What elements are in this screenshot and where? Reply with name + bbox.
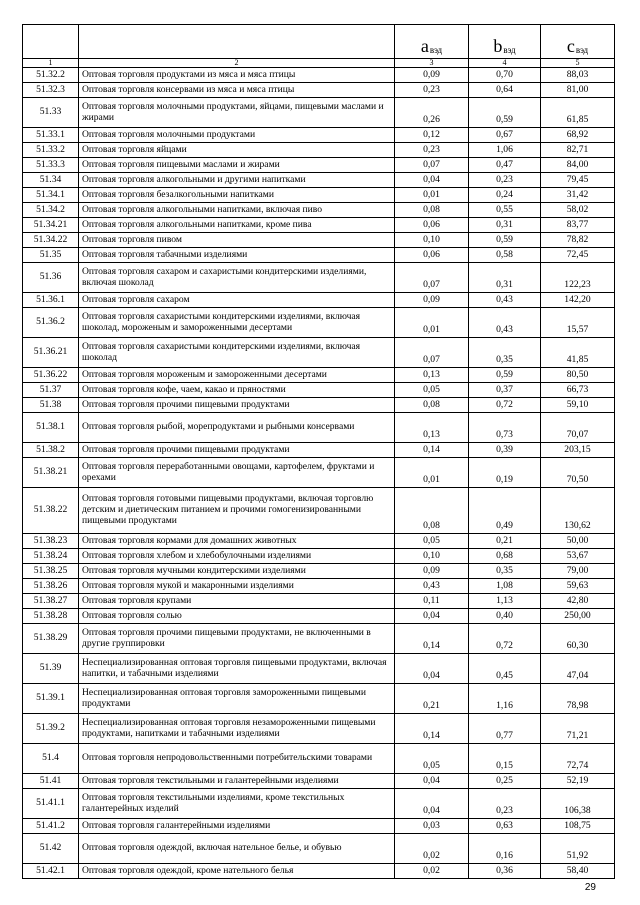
column-number-row [23, 59, 615, 68]
table-row [23, 654, 615, 684]
row-code: 51.36.22 [23, 368, 79, 383]
row-b-value: 0,59 [469, 233, 541, 248]
row-a-value: 0,10 [395, 233, 469, 248]
row-code: 51.39.1 [23, 684, 79, 714]
row-c-value: 78,82 [541, 233, 615, 248]
row-a-value: 0,02 [395, 864, 469, 879]
row-b-value: 0,15 [469, 744, 541, 774]
row-code: 51.38.27 [23, 594, 79, 609]
row-c-value: 82,71 [541, 143, 615, 158]
row-name: Оптовая торговля мучными кондитерскими изделиями [79, 564, 395, 579]
row-b-value: 0,63 [469, 819, 541, 834]
row-code: 51.36 [23, 263, 79, 293]
row-name: Оптовая торговля консервами из мяса и мяса птицы [79, 83, 395, 98]
row-name: Оптовая торговля сахаром [79, 293, 395, 308]
table-row [23, 744, 615, 774]
header-code [23, 25, 79, 59]
row-c-value: 58,02 [541, 203, 615, 218]
row-c-value: 41,85 [541, 338, 615, 368]
row-code: 51.33.2 [23, 143, 79, 158]
row-a-value: 0,14 [395, 443, 469, 458]
column-number: 4 [469, 59, 541, 68]
row-a-value: 0,10 [395, 549, 469, 564]
row-name: Оптовая торговля хлебом и хлебобулочными изделиями [79, 549, 395, 564]
row-b-value: 0,23 [469, 173, 541, 188]
row-name: Оптовая торговля пищевыми маслами и жирами [79, 158, 395, 173]
row-name: Оптовая торговля безалкогольными напитками [79, 188, 395, 203]
row-a-value: 0,08 [395, 398, 469, 413]
row-c-value: 61,85 [541, 98, 615, 128]
row-b-value: 0,23 [469, 789, 541, 819]
row-name: Оптовая торговля продуктами из мяса и мяса птицы [79, 68, 395, 83]
row-c-value: 72,74 [541, 744, 615, 774]
table-row [23, 68, 615, 83]
row-b-value: 0,64 [469, 83, 541, 98]
table-row [23, 819, 615, 834]
row-a-value: 0,09 [395, 564, 469, 579]
row-c-value: 52,19 [541, 774, 615, 789]
row-name: Оптовая торговля мукой и макаронными изделиями [79, 579, 395, 594]
table-row [23, 368, 615, 383]
row-c-value: 81,00 [541, 83, 615, 98]
header-c-sub: вэд [575, 44, 589, 55]
row-name: Оптовая торговля табачными изделиями [79, 248, 395, 263]
row-c-value: 80,50 [541, 368, 615, 383]
row-code: 51.34.21 [23, 218, 79, 233]
row-a-value: 0,07 [395, 158, 469, 173]
row-c-value: 53,67 [541, 549, 615, 564]
row-a-value: 0,08 [395, 488, 469, 534]
row-b-value: 0,35 [469, 564, 541, 579]
row-a-value: 0,09 [395, 293, 469, 308]
row-b-value: 0,31 [469, 218, 541, 233]
row-a-value: 0,03 [395, 819, 469, 834]
row-code: 51.38.22 [23, 488, 79, 534]
table-row [23, 789, 615, 819]
header-c-symbol: c [566, 35, 575, 56]
row-b-value: 0,55 [469, 203, 541, 218]
row-name: Оптовая торговля прочими пищевыми продуктами [79, 398, 395, 413]
row-a-value: 0,01 [395, 458, 469, 488]
row-code: 51.33 [23, 98, 79, 128]
coefficients-table [22, 24, 615, 879]
row-c-value: 58,40 [541, 864, 615, 879]
row-name: Оптовая торговля кормами для домашних животных [79, 534, 395, 549]
row-code: 51.36.2 [23, 308, 79, 338]
table-row [23, 534, 615, 549]
row-name: Оптовая торговля текстильными изделиями, кроме текстильных галантерейных изделий [79, 789, 395, 819]
row-c-value: 70,07 [541, 413, 615, 443]
table-row [23, 143, 615, 158]
row-c-value: 88,03 [541, 68, 615, 83]
table-row [23, 714, 615, 744]
row-c-value: 59,63 [541, 579, 615, 594]
row-b-value: 0,21 [469, 534, 541, 549]
row-code: 51.41 [23, 774, 79, 789]
row-code: 51.41.2 [23, 819, 79, 834]
row-b-value: 0,39 [469, 443, 541, 458]
row-name: Оптовая торговля кофе, чаем, какао и пряностями [79, 383, 395, 398]
row-a-value: 0,05 [395, 534, 469, 549]
row-a-value: 0,13 [395, 368, 469, 383]
row-code: 51.42.1 [23, 864, 79, 879]
row-b-value: 0,58 [469, 248, 541, 263]
row-name: Оптовая торговля галантерейными изделиями [79, 819, 395, 834]
table-row [23, 579, 615, 594]
row-a-value: 0,06 [395, 248, 469, 263]
row-c-value: 31,42 [541, 188, 615, 203]
row-code: 51.39 [23, 654, 79, 684]
row-code: 51.35 [23, 248, 79, 263]
row-a-value: 0,04 [395, 654, 469, 684]
table-row [23, 308, 615, 338]
row-b-value: 0,16 [469, 834, 541, 864]
row-b-value: 0,24 [469, 188, 541, 203]
row-name: Оптовая торговля алкогольными напитками, кроме пива [79, 218, 395, 233]
row-a-value: 0,08 [395, 203, 469, 218]
row-c-value: 203,15 [541, 443, 615, 458]
row-code: 51.38.2 [23, 443, 79, 458]
row-c-value: 142,20 [541, 293, 615, 308]
row-c-value: 122,23 [541, 263, 615, 293]
row-c-value: 66,73 [541, 383, 615, 398]
row-b-value: 0,72 [469, 624, 541, 654]
row-code: 51.38.21 [23, 458, 79, 488]
row-c-value: 68,92 [541, 128, 615, 143]
table-row [23, 458, 615, 488]
table-row [23, 549, 615, 564]
row-b-value: 0,49 [469, 488, 541, 534]
table-row [23, 684, 615, 714]
row-code: 51.34.2 [23, 203, 79, 218]
row-name: Оптовая торговля переработанными овощами, картофелем, фруктами и орехами [79, 458, 395, 488]
header-row [23, 25, 615, 59]
row-code: 51.38.28 [23, 609, 79, 624]
row-c-value: 78,98 [541, 684, 615, 714]
row-b-value: 0,43 [469, 293, 541, 308]
row-c-value: 42,80 [541, 594, 615, 609]
row-a-value: 0,02 [395, 834, 469, 864]
row-code: 51.34 [23, 173, 79, 188]
row-name: Оптовая торговля прочими пищевыми продуктами [79, 443, 395, 458]
row-a-value: 0,04 [395, 774, 469, 789]
row-b-value: 0,45 [469, 654, 541, 684]
row-name: Оптовая торговля молочными продуктами [79, 128, 395, 143]
row-a-value: 0,11 [395, 594, 469, 609]
row-b-value: 1,16 [469, 684, 541, 714]
row-c-value: 83,77 [541, 218, 615, 233]
row-name: Оптовая торговля алкогольными напитками, включая пиво [79, 203, 395, 218]
row-b-value: 0,77 [469, 714, 541, 744]
row-c-value: 72,45 [541, 248, 615, 263]
row-name: Оптовая торговля непродовольственными потребительскими товарами [79, 744, 395, 774]
row-b-value: 0,31 [469, 263, 541, 293]
table-row [23, 488, 615, 534]
table-row [23, 594, 615, 609]
row-code: 51.33.1 [23, 128, 79, 143]
row-b-value: 0,59 [469, 98, 541, 128]
row-a-value: 0,04 [395, 173, 469, 188]
table-row [23, 609, 615, 624]
header-a [395, 25, 469, 59]
row-b-value: 0,47 [469, 158, 541, 173]
table-row [23, 188, 615, 203]
row-code: 51.4 [23, 744, 79, 774]
row-c-value: 79,45 [541, 173, 615, 188]
row-name: Оптовая торговля текстильными и галантерейными изделиями [79, 774, 395, 789]
row-b-value: 1,13 [469, 594, 541, 609]
row-a-value: 0,05 [395, 744, 469, 774]
row-name: Оптовая торговля молочными продуктами, яйцами, пищевыми маслами и жирами [79, 98, 395, 128]
row-code: 51.34.1 [23, 188, 79, 203]
row-name: Оптовая торговля яйцами [79, 143, 395, 158]
table-row [23, 293, 615, 308]
table-row [23, 248, 615, 263]
row-c-value: 250,00 [541, 609, 615, 624]
row-code: 51.42 [23, 834, 79, 864]
table-row [23, 834, 615, 864]
column-number: 2 [79, 59, 395, 68]
row-a-value: 0,06 [395, 218, 469, 233]
row-a-value: 0,43 [395, 579, 469, 594]
row-name: Оптовая торговля одеждой, включая нательное белье, и обувью [79, 834, 395, 864]
row-b-value: 0,72 [469, 398, 541, 413]
header-a-sub: вэд [429, 44, 443, 55]
table-row [23, 338, 615, 368]
row-c-value: 70,50 [541, 458, 615, 488]
row-a-value: 0,12 [395, 128, 469, 143]
row-b-value: 0,40 [469, 609, 541, 624]
row-name: Оптовая торговля одеждой, кроме нательного белья [79, 864, 395, 879]
row-c-value: 15,57 [541, 308, 615, 338]
row-name: Оптовая торговля алкогольными и другими напитками [79, 173, 395, 188]
table-row [23, 98, 615, 128]
table-row [23, 398, 615, 413]
row-b-value: 0,35 [469, 338, 541, 368]
row-b-value: 0,59 [469, 368, 541, 383]
row-a-value: 0,13 [395, 413, 469, 443]
header-b [469, 25, 541, 59]
row-c-value: 47,04 [541, 654, 615, 684]
row-name: Оптовая торговля крупами [79, 594, 395, 609]
row-code: 51.38.26 [23, 579, 79, 594]
header-a-symbol: a [420, 35, 429, 56]
table-row [23, 564, 615, 579]
row-a-value: 0,05 [395, 383, 469, 398]
row-a-value: 0,07 [395, 338, 469, 368]
row-a-value: 0,01 [395, 188, 469, 203]
row-c-value: 60,30 [541, 624, 615, 654]
row-code: 51.36.21 [23, 338, 79, 368]
table-row [23, 413, 615, 443]
table-row [23, 218, 615, 233]
row-name: Оптовая торговля сахаристыми кондитерскими изделиями, включая шоколад, мороженым и замороженными десертами [79, 308, 395, 338]
row-a-value: 0,23 [395, 143, 469, 158]
row-code: 51.38.24 [23, 549, 79, 564]
table-row [23, 83, 615, 98]
row-code: 51.38.23 [23, 534, 79, 549]
row-c-value: 59,10 [541, 398, 615, 413]
row-a-value: 0,14 [395, 714, 469, 744]
row-b-value: 0,43 [469, 308, 541, 338]
row-c-value: 130,62 [541, 488, 615, 534]
row-code: 51.34.22 [23, 233, 79, 248]
row-name: Неспециализированная оптовая торговля пищевыми продуктами, включая напитки, и табачными изделиями [79, 654, 395, 684]
row-a-value: 0,04 [395, 789, 469, 819]
row-name: Оптовая торговля солью [79, 609, 395, 624]
row-a-value: 0,09 [395, 68, 469, 83]
row-b-value: 0,67 [469, 128, 541, 143]
row-code: 51.38.29 [23, 624, 79, 654]
row-code: 51.32.3 [23, 83, 79, 98]
row-b-value: 0,73 [469, 413, 541, 443]
row-code: 51.33.3 [23, 158, 79, 173]
row-name: Неспециализированная оптовая торговля незамороженными пищевыми продуктами, напитками и табачными изделиями [79, 714, 395, 744]
row-code: 51.38 [23, 398, 79, 413]
table-row [23, 233, 615, 248]
row-code: 51.32.2 [23, 68, 79, 83]
header-name [79, 25, 395, 59]
row-name: Оптовая торговля рыбой, морепродуктами и рыбными консервами [79, 413, 395, 443]
column-number: 5 [541, 59, 615, 68]
row-code: 51.37 [23, 383, 79, 398]
row-c-value: 71,21 [541, 714, 615, 744]
row-b-value: 0,37 [469, 383, 541, 398]
table-row [23, 173, 615, 188]
row-b-value: 0,19 [469, 458, 541, 488]
row-c-value: 106,38 [541, 789, 615, 819]
row-c-value: 108,75 [541, 819, 615, 834]
page-number: 29 [584, 882, 596, 893]
row-code: 51.39.2 [23, 714, 79, 744]
row-a-value: 0,21 [395, 684, 469, 714]
row-a-value: 0,14 [395, 624, 469, 654]
column-number: 1 [23, 59, 79, 68]
row-c-value: 51,92 [541, 834, 615, 864]
row-a-value: 0,04 [395, 609, 469, 624]
header-b-sub: вэд [503, 44, 516, 55]
table-row [23, 128, 615, 143]
row-b-value: 0,36 [469, 864, 541, 879]
table-row [23, 624, 615, 654]
row-name: Оптовая торговля мороженым и замороженными десертами [79, 368, 395, 383]
row-name: Оптовая торговля сахаристыми кондитерскими изделиями, включая шоколад [79, 338, 395, 368]
table-row [23, 443, 615, 458]
table-row [23, 864, 615, 879]
row-code: 51.36.1 [23, 293, 79, 308]
row-c-value: 50,00 [541, 534, 615, 549]
header-c [541, 25, 615, 59]
row-code: 51.38.1 [23, 413, 79, 443]
row-code: 51.41.1 [23, 789, 79, 819]
table-row [23, 774, 615, 789]
row-name: Оптовая торговля сахаром и сахаристыми кондитерскими изделиями, включая шоколад [79, 263, 395, 293]
row-name: Оптовая торговля готовыми пищевыми продуктами, включая торговлю детским и диетическим питанием и прочими гомогенизированными пищевыми продуктами [79, 488, 395, 534]
row-c-value: 84,00 [541, 158, 615, 173]
row-a-value: 0,23 [395, 83, 469, 98]
table-row [23, 158, 615, 173]
row-name: Оптовая торговля пивом [79, 233, 395, 248]
row-c-value: 79,00 [541, 564, 615, 579]
row-b-value: 0,70 [469, 68, 541, 83]
table-row [23, 383, 615, 398]
row-a-value: 0,07 [395, 263, 469, 293]
row-code: 51.38.25 [23, 564, 79, 579]
header-b-symbol: b [493, 35, 503, 56]
table-row [23, 263, 615, 293]
row-name: Неспециализированная оптовая торговля замороженными пищевыми продуктами [79, 684, 395, 714]
column-number: 3 [395, 59, 469, 68]
row-a-value: 0,01 [395, 308, 469, 338]
row-b-value: 0,68 [469, 549, 541, 564]
row-b-value: 1,06 [469, 143, 541, 158]
row-b-value: 1,08 [469, 579, 541, 594]
row-name: Оптовая торговля прочими пищевыми продуктами, не включенными в другие группировки [79, 624, 395, 654]
row-a-value: 0,26 [395, 98, 469, 128]
table-row [23, 203, 615, 218]
row-b-value: 0,25 [469, 774, 541, 789]
